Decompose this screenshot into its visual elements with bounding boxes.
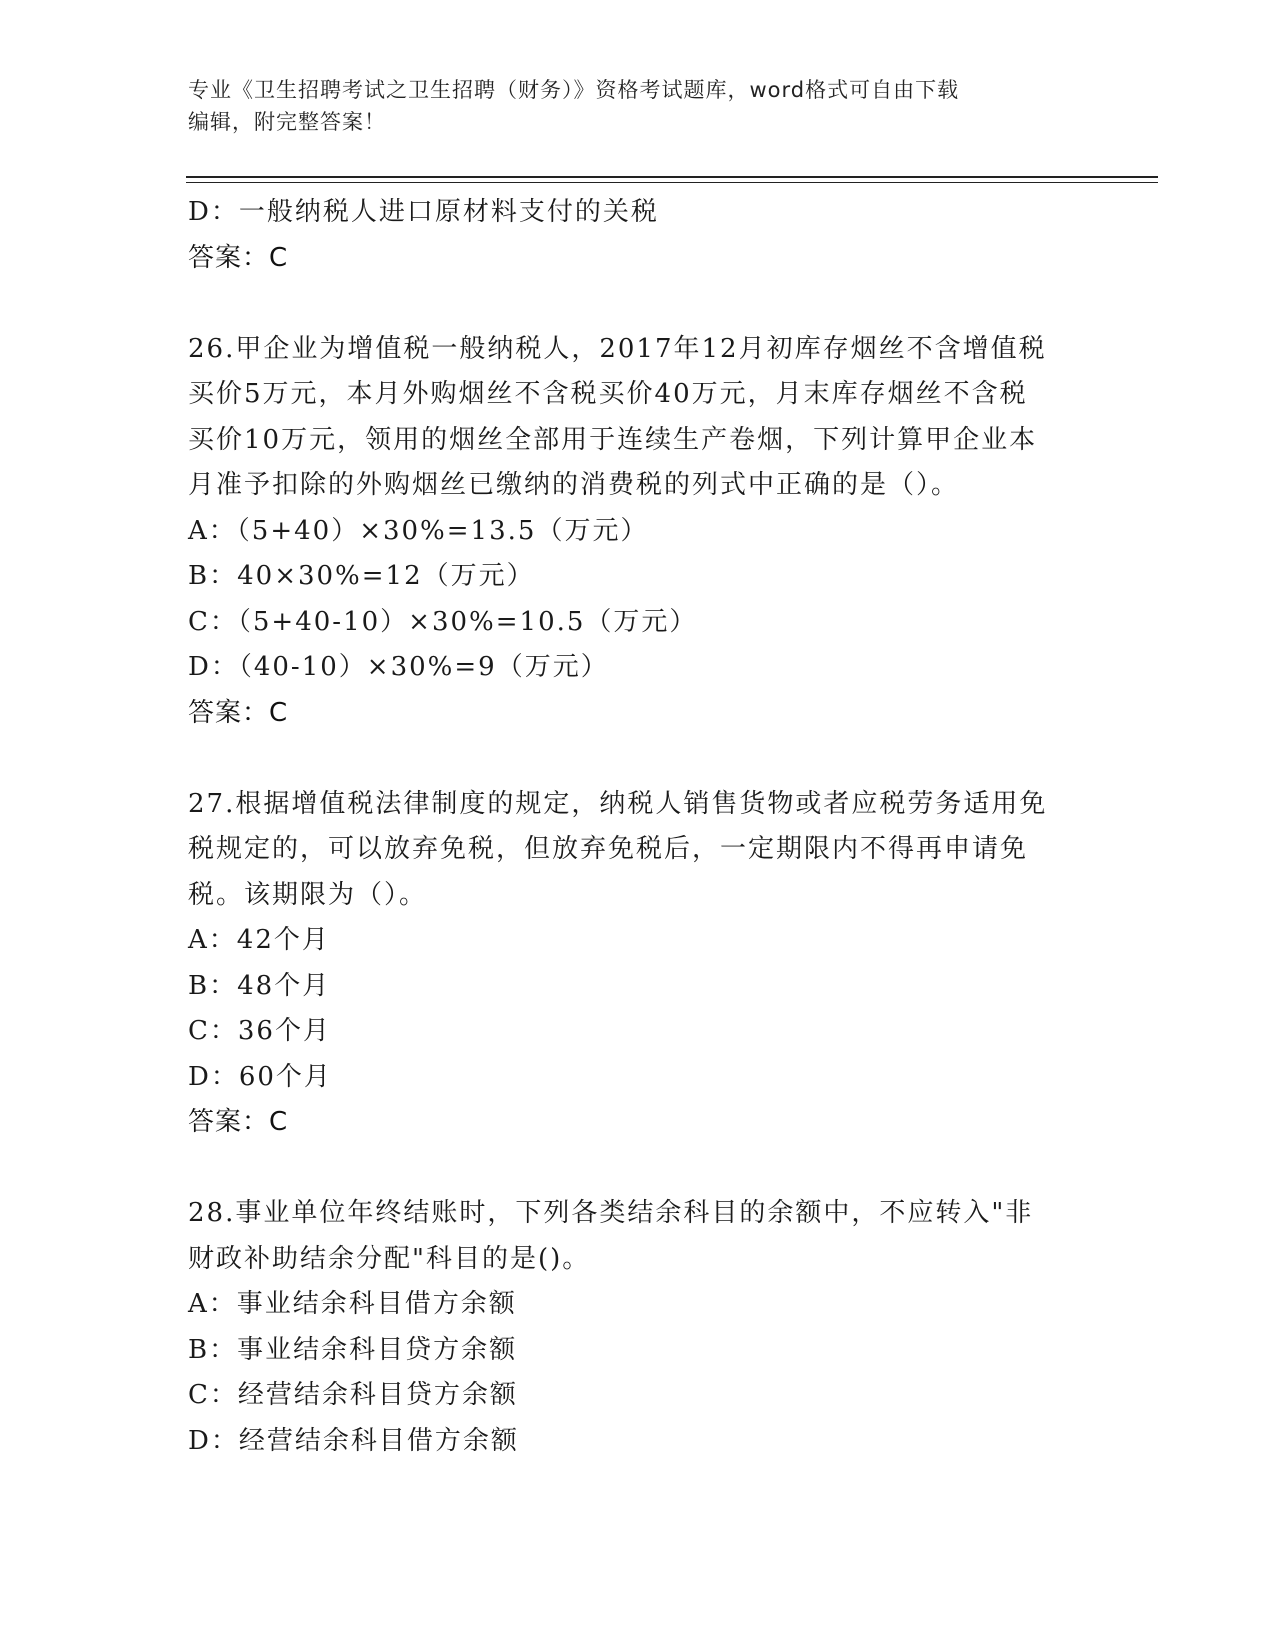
question-stem-line: 月准予扣除的外购烟丝已缴纳的消费税的列式中正确的是（）。 bbox=[188, 470, 960, 500]
question-stem-line: 买价5万元，本月外购烟丝不含税买价40万元，月末库存烟丝不含税 bbox=[188, 379, 1028, 409]
option-d: D：（40-10）×30%=9（万元） bbox=[188, 652, 609, 682]
question-stem-line: 26.甲企业为增值税一般纳税人，2017年12月初库存烟丝不含增值税 bbox=[188, 333, 1047, 364]
option-d: D：经营结余科目借方余额 bbox=[188, 1425, 519, 1456]
header-line-1: 专业《卫生招聘考试之卫生招聘（财务）》资格考试题库，word格式可自由下载 bbox=[188, 78, 960, 102]
question-26 bbox=[188, 327, 1088, 737]
question-list bbox=[188, 190, 1088, 1464]
question-28 bbox=[188, 1191, 1088, 1464]
header-divider-thin bbox=[186, 182, 1158, 183]
question-stem-line: 税规定的，可以放弃免税，但放弃免税后，一定期限内不得再申请免 bbox=[188, 834, 1029, 864]
option-a: A：（5+40）×30%=13.5（万元） bbox=[188, 515, 649, 546]
option-a: A：事业结余科目借方余额 bbox=[188, 1289, 517, 1319]
option-c: C：（5+40-10）×30%=10.5（万元） bbox=[188, 606, 698, 637]
question-stem-line: 28.事业单位年终结账时，下列各类结余科目的余额中，不应转入"非 bbox=[188, 1198, 1034, 1228]
answer-line: 答案：C bbox=[188, 242, 289, 273]
option-c: C：经营结余科目贷方余额 bbox=[188, 1380, 518, 1410]
question-25-tail bbox=[188, 190, 1088, 281]
question-stem-line: 税。该期限为（）。 bbox=[188, 879, 428, 910]
question-27 bbox=[188, 782, 1088, 1146]
option-d: D：60个月 bbox=[188, 1061, 332, 1092]
option-d: D：一般纳税人进口原材料支付的关税 bbox=[188, 197, 659, 227]
option-a: A：42个月 bbox=[188, 925, 330, 955]
spacer bbox=[188, 736, 1088, 782]
option-b: B：48个月 bbox=[188, 970, 331, 1001]
spacer bbox=[188, 1146, 1088, 1192]
question-stem-line: 买价10万元，领用的烟丝全部用于连续生产卷烟，下列计算甲企业本 bbox=[188, 424, 1038, 455]
answer-line: 答案：C bbox=[188, 697, 289, 728]
option-b: B：事业结余科目贷方余额 bbox=[188, 1334, 518, 1365]
spacer bbox=[188, 281, 1088, 327]
document-header bbox=[188, 74, 1088, 138]
question-stem-line: 财政补助结余分配"科目的是()。 bbox=[188, 1243, 591, 1274]
header-line-2: 编辑，附完整答案！ bbox=[188, 110, 386, 134]
option-c: C：36个月 bbox=[188, 1016, 331, 1046]
answer-line: 答案：C bbox=[188, 1107, 289, 1137]
question-stem-line: 27.根据增值税法律制度的规定，纳税人销售货物或者应税劳务适用免 bbox=[188, 788, 1048, 819]
option-b: B：40×30%=12（万元） bbox=[188, 561, 535, 591]
header-divider-thick bbox=[186, 176, 1158, 178]
